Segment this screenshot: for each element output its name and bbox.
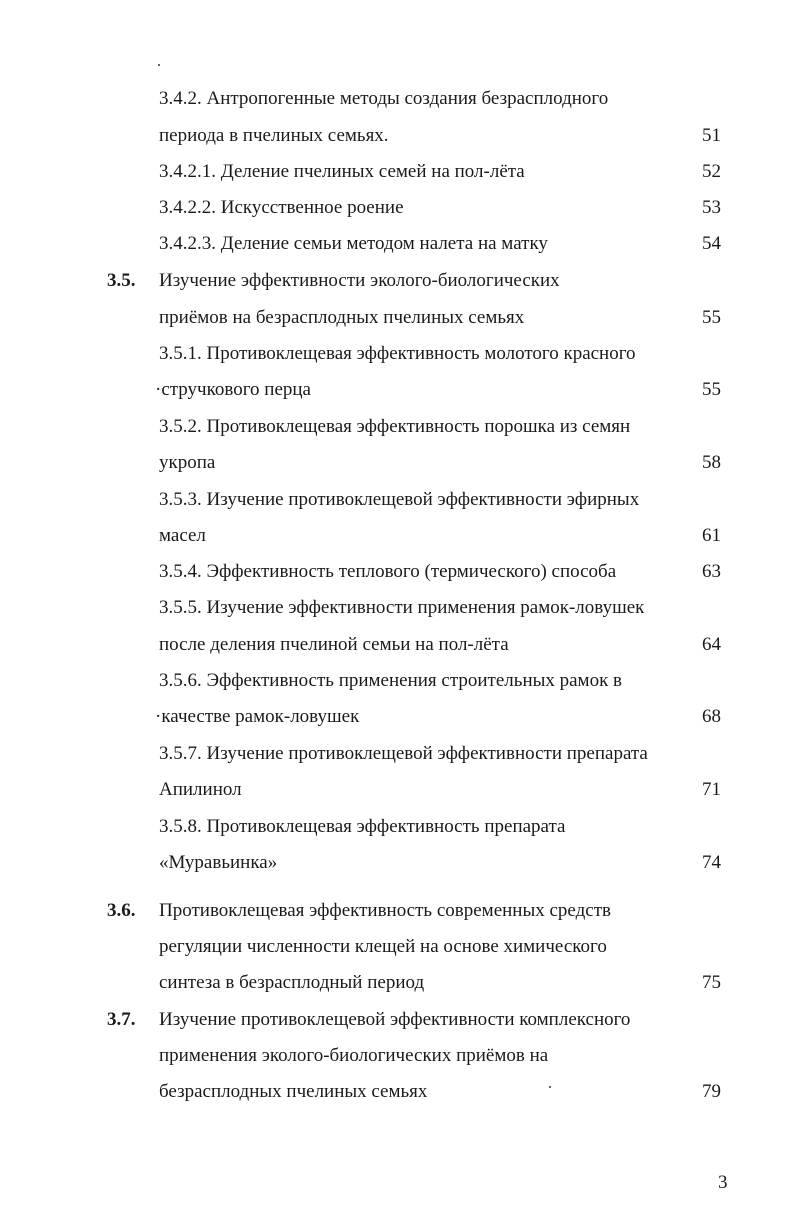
toc-entry-line: безрасплодных пчелиных семьях bbox=[159, 1081, 428, 1102]
toc-entry-line: Противоклещевая эффективность современных средств bbox=[159, 900, 611, 921]
toc-entry-line: применения эколого-биологических приёмов на bbox=[159, 1045, 549, 1066]
toc-entry-line: периода в пчелиных семьях. bbox=[159, 125, 389, 146]
toc-entry-line: 3.4.2.2. Искусственное роение bbox=[159, 197, 404, 218]
toc-page-ref: 55 bbox=[702, 307, 721, 328]
toc-section-number: 3.6. bbox=[107, 900, 136, 921]
toc-entry-line: 3.5.2. Противоклещевая эффективность порошка из семян bbox=[159, 416, 631, 437]
toc-entry-line: масел bbox=[159, 525, 206, 546]
toc-page-ref: 58 bbox=[702, 452, 721, 473]
toc-entry-line: Апилинол bbox=[159, 779, 242, 800]
scan-speck bbox=[158, 64, 160, 66]
toc-entry-line: 3.4.2. Антропогенные методы создания безрасплодного bbox=[159, 88, 609, 109]
toc-entry-line: укропа bbox=[159, 452, 216, 473]
toc-entry-line: 3.5.8. Противоклещевая эффективность препарата bbox=[159, 816, 566, 837]
toc-page-ref: 55 bbox=[702, 379, 721, 400]
toc-page-ref: 68 bbox=[702, 706, 721, 727]
toc-entry-line: 3.5.7. Изучение противоклещевой эффективности препарата bbox=[159, 743, 648, 764]
toc-entry-line: регуляции численности клещей на основе химического bbox=[159, 936, 607, 957]
toc-entry-line: 3.5.5. Изучение эффективности применения рамок-ловушек bbox=[159, 597, 645, 618]
toc-page-ref: 52 bbox=[702, 161, 721, 182]
toc-section-number: 3.5. bbox=[107, 270, 136, 291]
toc-entry-line: после деления пчелиной семьи на пол-лёта bbox=[159, 634, 509, 655]
toc-entry-line: 3.4.2.1. Деление пчелиных семей на пол-лёта bbox=[159, 161, 525, 182]
toc-entry-line: Изучение эффективности эколого-биологических bbox=[159, 270, 560, 291]
toc-entry-line: 3.5.6. Эффективность применения строительных рамок в bbox=[159, 670, 623, 691]
toc-page-ref: 54 bbox=[702, 233, 721, 254]
toc-entry-line: 3.5.1. Противоклещевая эффективность молотого красного bbox=[159, 343, 636, 364]
toc-entry-line: ·стручкового перца bbox=[155, 379, 311, 400]
toc-page-ref: 79 bbox=[702, 1081, 721, 1102]
toc-page-ref: 53 bbox=[702, 197, 721, 218]
toc-page-ref: 74 bbox=[702, 852, 721, 873]
toc-entry-line: 3.5.3. Изучение противоклещевой эффективности эфирных bbox=[159, 489, 640, 510]
toc-page-ref: 51 bbox=[702, 125, 721, 146]
toc-entry-line: ·качестве рамок-ловушек bbox=[155, 706, 360, 727]
toc-page-ref: 64 bbox=[702, 634, 721, 655]
scan-speck bbox=[549, 1086, 551, 1088]
toc-entry-line: синтеза в безрасплодный период bbox=[159, 972, 425, 993]
toc-page-ref: 71 bbox=[702, 779, 721, 800]
toc-entry-line: Изучение противоклещевой эффективности комплексного bbox=[159, 1009, 631, 1030]
page-number: 3 bbox=[718, 1172, 728, 1193]
toc-section-number: 3.7. bbox=[107, 1009, 136, 1030]
toc-entry-line: «Муравьинка» bbox=[159, 852, 278, 873]
toc-entry-line: приёмов на безрасплодных пчелиных семьях bbox=[159, 307, 525, 328]
toc-page-ref: 63 bbox=[702, 561, 721, 582]
toc-page-ref: 61 bbox=[702, 525, 721, 546]
toc-page-ref: 75 bbox=[702, 972, 721, 993]
toc-entry-line: 3.5.4. Эффективность теплового (термического) способа bbox=[159, 561, 617, 582]
toc-entry-line: 3.4.2.3. Деление семьи методом налета на матку bbox=[159, 233, 548, 254]
